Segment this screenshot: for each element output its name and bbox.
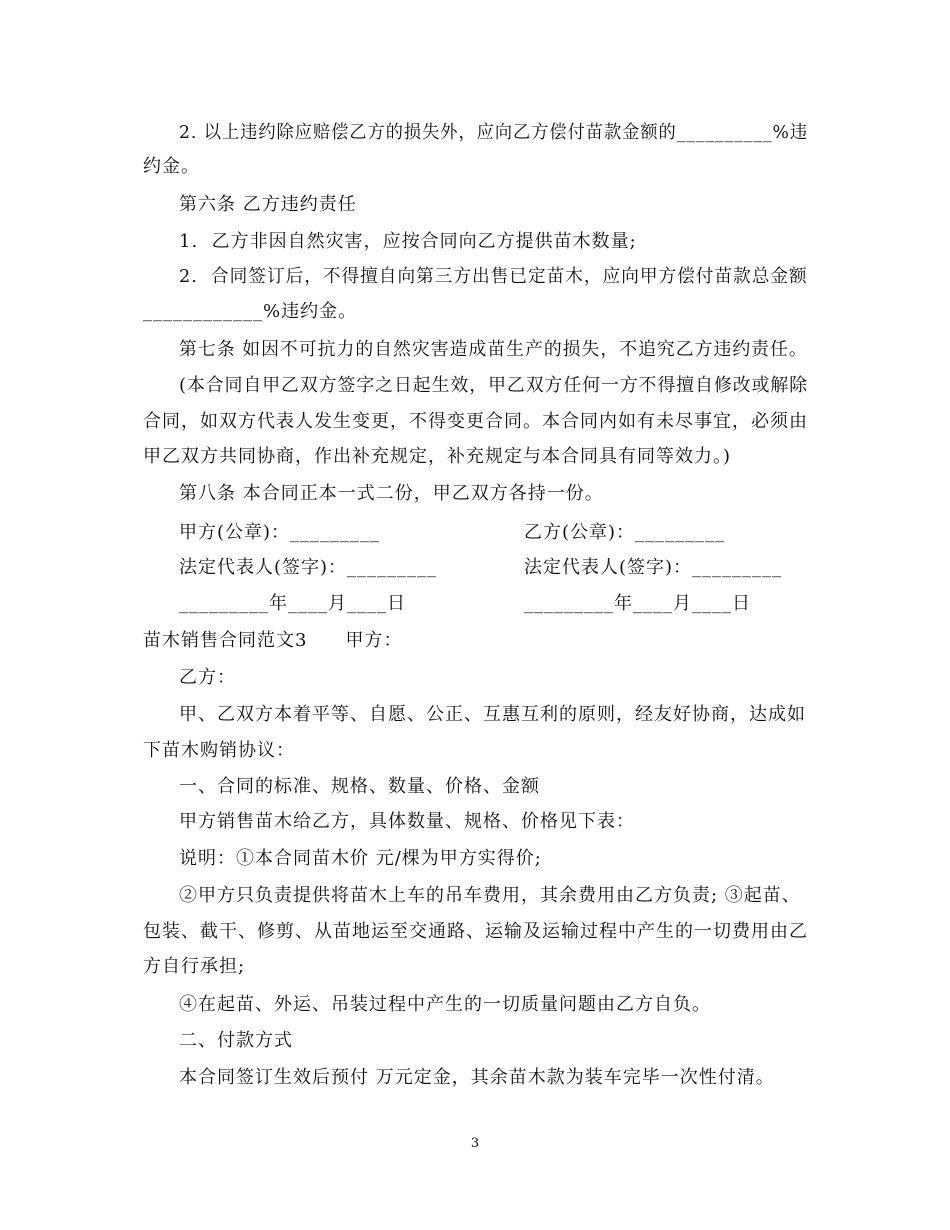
text-line: 1. 乙方非因自然灾害，应按合同向乙方提供苗木数量; <box>179 231 637 252</box>
section-heading: 第八条 本合同正本一式二份，甲乙双方各持一份。 <box>179 483 604 504</box>
signature-party-b-date: _________年____月____日 <box>524 593 751 614</box>
section-heading: 一、合同的标准、规格、数量、价格、金额 <box>179 776 540 797</box>
text-line: 甲、乙双方本着平等、自愿、公正、互惠互利的原则，经友好协商，达成如 <box>179 704 806 725</box>
text-line: 说明：①本合同苗木价 元/棵为甲方实得价; <box>179 848 542 869</box>
text-line: ④在起苗、外运、吊装过程中产生的一切质量问题由乙方自负。 <box>179 994 711 1015</box>
text-line: 下苗木购销协议： <box>143 740 295 761</box>
text-line: 合同，如双方代表人发生变更，不得变更合同。本合同内如有未尽事宜，必须由 <box>143 411 808 432</box>
text-line: 本合同签订生效后预付 万元定金，其余苗木款为装车完毕一次性付清。 <box>179 1067 775 1088</box>
text-line: 方自行承担; <box>143 956 246 977</box>
text-line: 乙方： <box>179 667 236 688</box>
text-line: 甲乙双方共同协商，作出补充规定，补充规定与本合同具有同等效力。) <box>143 446 732 467</box>
section-heading: 二、付款方式 <box>179 1030 293 1051</box>
text-line: 2. 以上违约除应赔偿乙方的损失外，应向乙方偿付苗款金额的__________%违 <box>179 122 809 143</box>
section-heading: 第七条 如因不可抗力的自然灾害造成苗生产的损失，不追究乙方违约责任。 <box>179 339 808 360</box>
text-line: 包装、截干、修剪、从苗地运至交通路、运输及运输过程中产生的一切费用由乙 <box>143 921 808 942</box>
document-title-line: 苗木销售合同范文3 甲方： <box>143 630 403 651</box>
signature-party-a-seal: 甲方(公章)：_________ <box>179 522 381 543</box>
text-line: 甲方销售苗木给乙方，具体数量、规格、价格见下表： <box>179 811 635 832</box>
section-heading: 第六条 乙方违约责任 <box>179 194 357 215</box>
text-line: ②甲方只负责提供将苗木上车的吊车费用，其余费用由乙方负责; ③起苗、 <box>179 885 801 906</box>
text-line: ____________%违约金。 <box>143 301 358 322</box>
text-line: (本合同自甲乙双方签字之日起生效，甲乙双方任何一方不得擅自修改或解除 <box>179 375 809 396</box>
text-line: 2. 合同签订后，不得擅自向第三方出售已定苗木，应向甲方偿付苗款总金额 <box>179 266 808 287</box>
signature-party-a-rep: 法定代表人(签字)：_________ <box>179 557 438 578</box>
text-line: 约金。 <box>143 156 200 177</box>
page-number: 3 <box>470 1136 480 1151</box>
signature-party-a-date: _________年____月____日 <box>179 593 406 614</box>
signature-party-b-rep: 法定代表人(签字)：_________ <box>524 557 783 578</box>
signature-party-b-seal: 乙方(公章)：_________ <box>524 522 726 543</box>
